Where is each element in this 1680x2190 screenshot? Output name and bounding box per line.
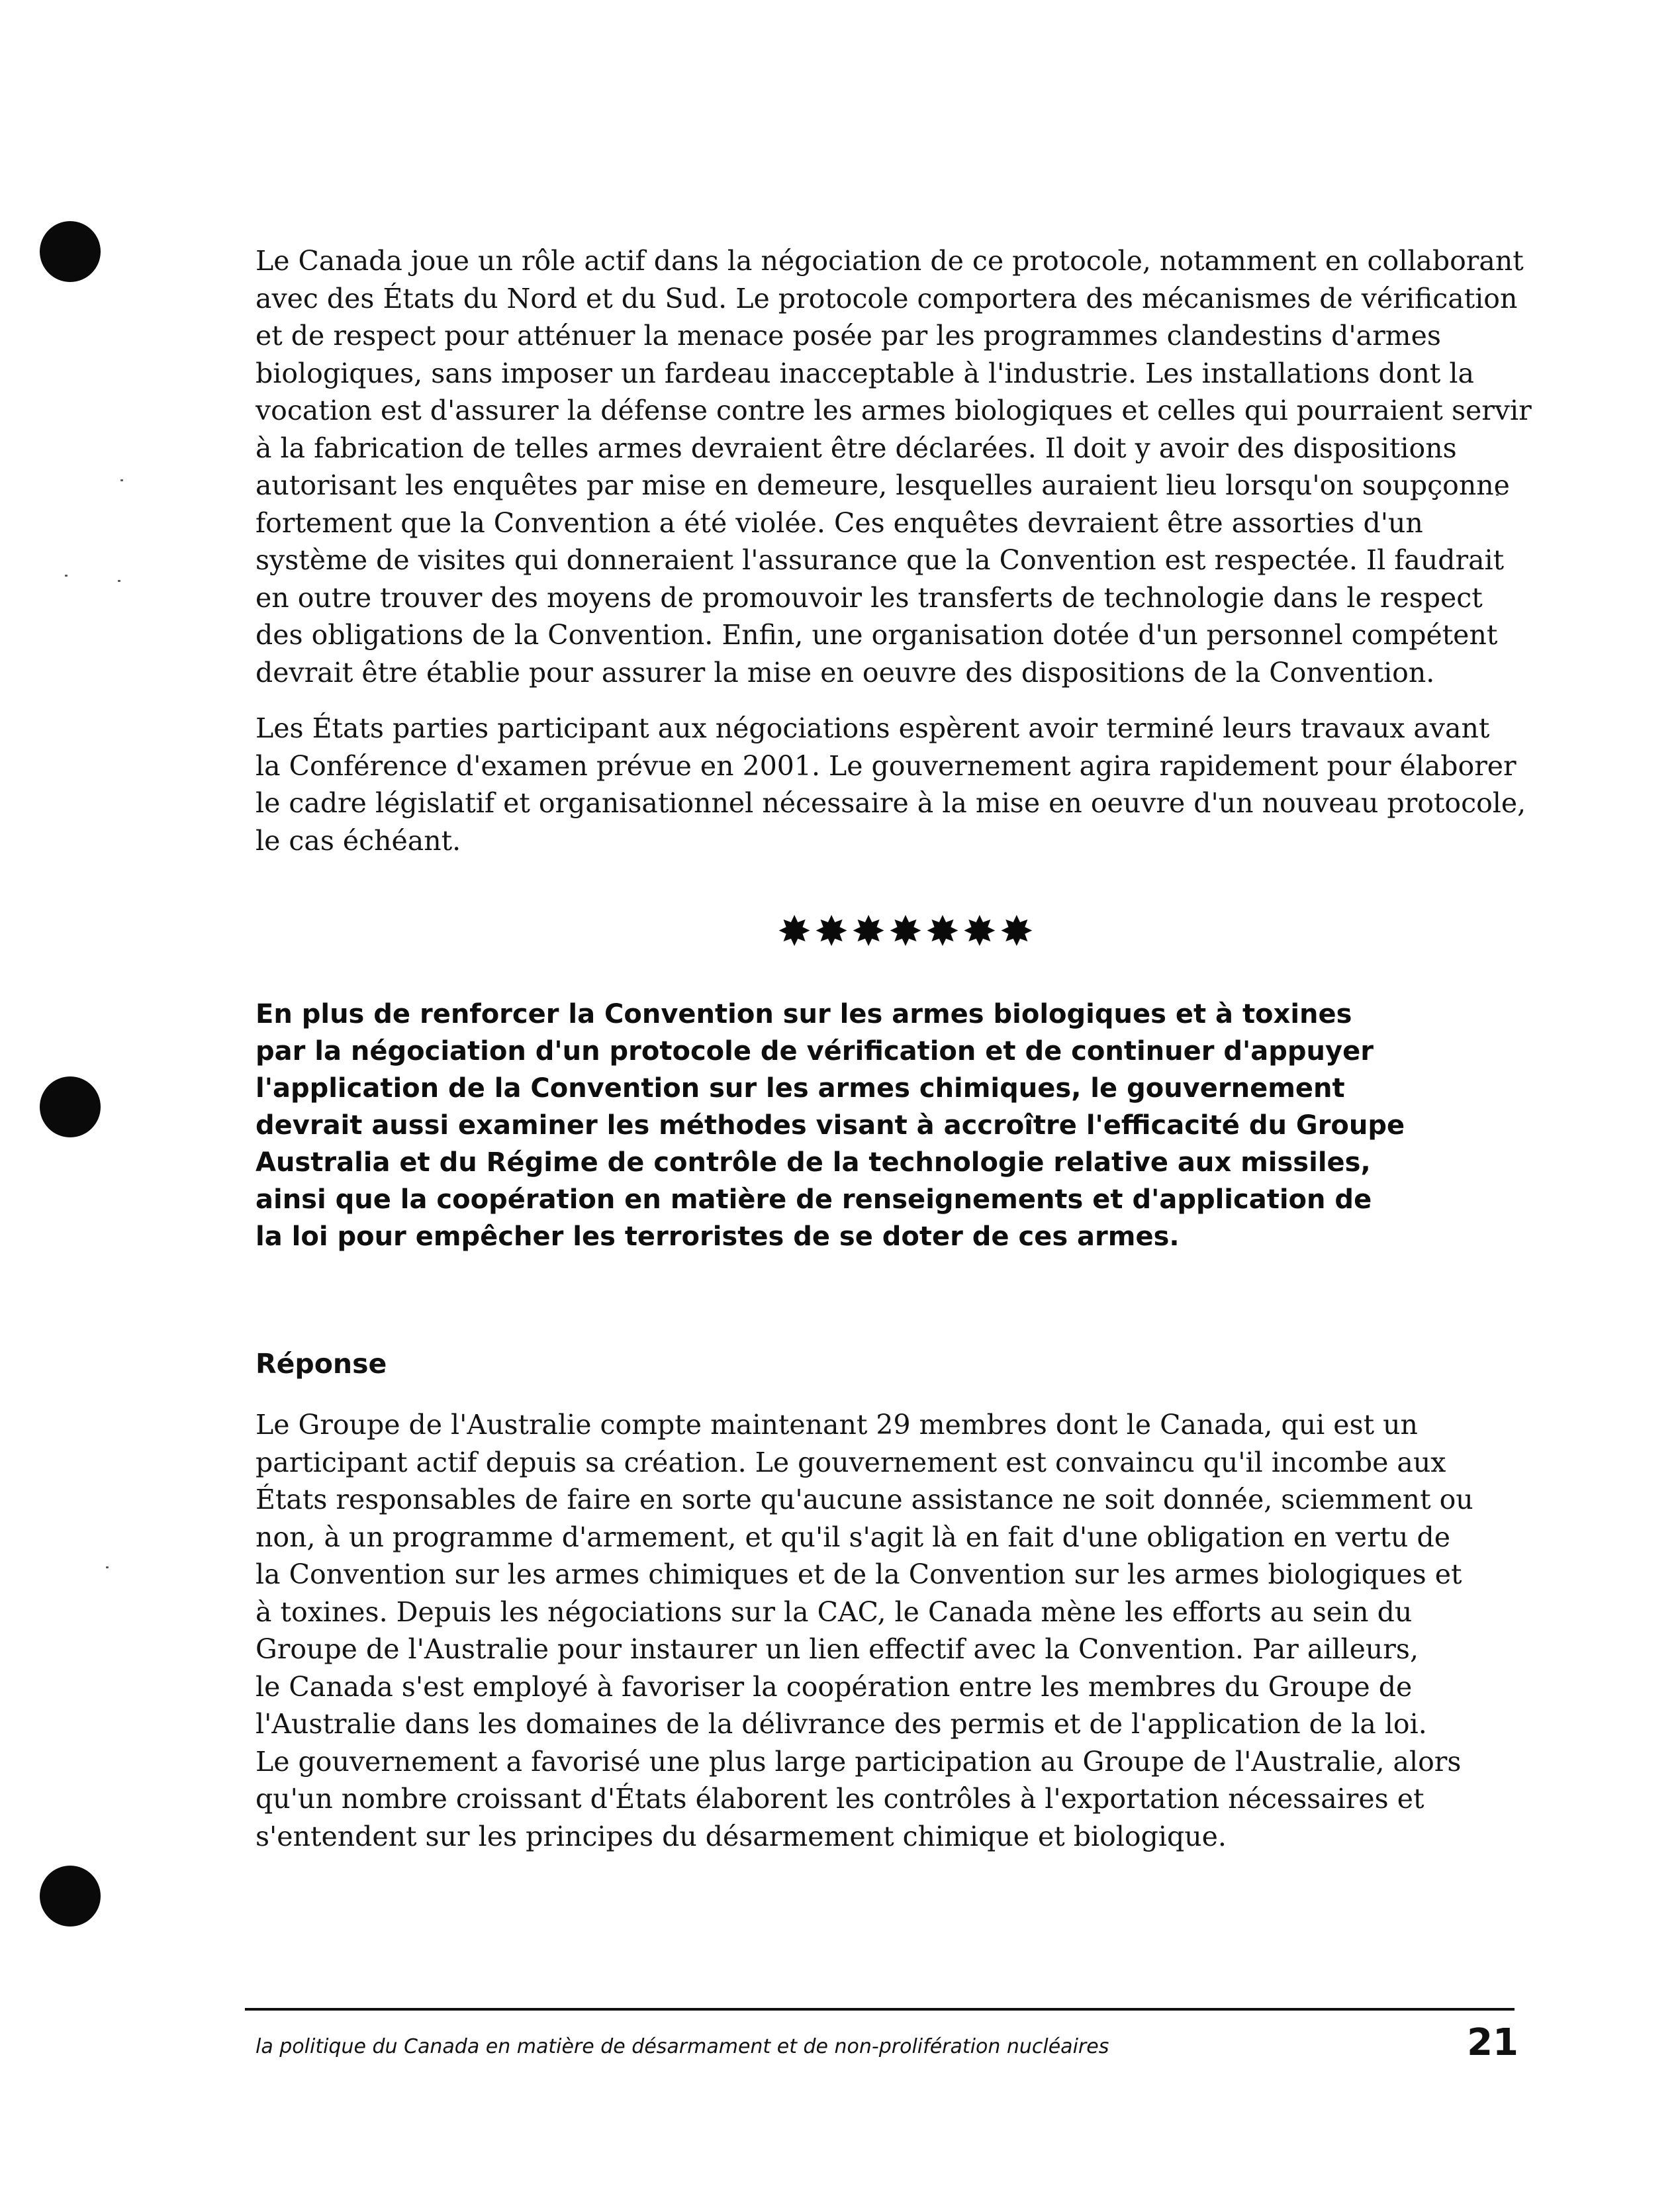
text-line: devrait aussi examiner les méthodes visant à accroître l'efficacité du Groupe: [256, 1110, 1405, 1141]
text-line: ainsi que la coopération en matière de renseignements et d'application de: [256, 1184, 1372, 1215]
response-heading: Réponse: [256, 1348, 387, 1380]
text-line: système de visites qui donneraient l'assurance que la Convention est respectée. Il faudrait: [256, 544, 1505, 576]
text-line: l'Australie dans les domaines de la délivrance des permis et de l'application de la loi.: [256, 1708, 1427, 1740]
text-line: vocation est d'assurer la défense contre les armes biologiques et celles qui pourraient servir: [256, 395, 1532, 426]
page-number: 21: [1467, 2021, 1518, 2064]
text-line: biologiques, sans imposer un fardeau inacceptable à l'industrie. Les installations dont la: [256, 357, 1474, 389]
text-line: Le Canada joue un rôle actif dans la négociation de ce protocole, notamment en collaborant: [256, 245, 1524, 277]
text-line: Le Groupe de l'Australie compte maintenant 29 membres dont le Canada, qui est un: [256, 1409, 1418, 1441]
scan-speck: [118, 580, 120, 582]
text-line: la Convention sur les armes chimiques et de la Convention sur les armes biologiques et: [256, 1558, 1462, 1590]
text-line: par la négociation d'un protocole de vérification et de continuer d'appuyer: [256, 1036, 1374, 1067]
text-line: États responsables de faire en sorte qu'aucune assistance ne soit donnée, sciemment ou: [256, 1484, 1473, 1515]
text-line: en outre trouver des moyens de promouvoir les transferts de technologie dans le respect: [256, 581, 1483, 614]
text-line: et de respect pour atténuer la menace posée par les programmes clandestins d'armes: [256, 320, 1441, 352]
footer-title: la politique du Canada en matière de désarmament et de non-prolifération nucléaires: [256, 2035, 1109, 2058]
binder-hole-top: [40, 221, 101, 282]
text-line: avec des États du Nord et du Sud. Le protocole comportera des mécanismes de vérification: [256, 282, 1518, 314]
text-line: des obligations de la Convention. Enfin, une organisation dotée d'un personnel compétent: [256, 619, 1498, 651]
text-line: non, à un programme d'armement, et qu'il s'agit là en fait d'une obligation en vertu de: [256, 1521, 1450, 1553]
text-line: le cas échéant.: [256, 824, 461, 857]
text-line: Les États parties participant aux négociations espèrent avoir terminé leurs travaux avant: [256, 712, 1490, 744]
scan-speck: [120, 479, 123, 481]
text-line: fortement que la Convention a été violée. Ces enquêtes devraient être assorties d'un: [256, 506, 1423, 539]
text-line: En plus de renforcer la Convention sur les armes biologiques et à toxines: [256, 999, 1352, 1029]
text-line: Groupe de l'Australie pour instaurer un lien effectif avec la Convention. Par ailleurs,: [256, 1633, 1419, 1665]
binder-hole-middle: [40, 1076, 101, 1137]
text-line: qu'un nombre croissant d'États élaborent les contrôles à l'exportation nécessaires et: [256, 1783, 1424, 1815]
footer-rule: [245, 2008, 1515, 2011]
recommendation-text: [256, 996, 1546, 1255]
text-line: le cadre législatif et organisationnel nécessaire à la mise en oeuvre d'un nouveau protocole,: [256, 787, 1526, 819]
text-line: à toxines. Depuis les négociations sur la CAC, le Canada mène les efforts au sein du: [256, 1595, 1413, 1628]
text-line: autorisant les enquêtes par mise en demeure, lesquelles auraient lieu lorsqu'on soupçonne: [256, 469, 1510, 501]
binder-hole-bottom: [40, 1866, 101, 1927]
text-line: la loi pour empêcher les terroristes de se doter de ces armes.: [256, 1221, 1180, 1252]
scan-speck: [65, 575, 68, 577]
text-line: le Canada s'est employé à favoriser la coopération entre les membres du Groupe de: [256, 1670, 1413, 1703]
paragraph-review-conference: [256, 710, 1537, 859]
section-separator: ✸✸✸✸✸✸✸: [777, 907, 1037, 955]
text-line: la Conférence d'examen prévue en 2001. Le gouvernement agira rapidement pour élaborer: [256, 749, 1517, 782]
text-line: Australia et du Régime de contrôle de la technologie relative aux missiles,: [256, 1147, 1371, 1178]
text-line: s'entendent sur les principes du désarmement chimique et biologique.: [256, 1820, 1227, 1852]
text-line: l'application de la Convention sur les armes chimiques, le gouvernement: [256, 1073, 1345, 1104]
text-line: participant actif depuis sa création. Le gouvernement est convaincu qu'il incombe aux: [256, 1446, 1446, 1478]
text-line: Le gouvernement a favorisé une plus large participation au Groupe de l'Australie, alors: [256, 1745, 1462, 1778]
text-line: devrait être établie pour assurer la mise en oeuvre des dispositions de la Convention.: [256, 656, 1435, 689]
scan-speck: [106, 1566, 109, 1568]
paragraph-response: [256, 1406, 1537, 1855]
paragraph-protocol-negotiation: [256, 242, 1537, 691]
text-line: à la fabrication de telles armes devraient être déclarées. Il doit y avoir des dispositions: [256, 432, 1457, 464]
